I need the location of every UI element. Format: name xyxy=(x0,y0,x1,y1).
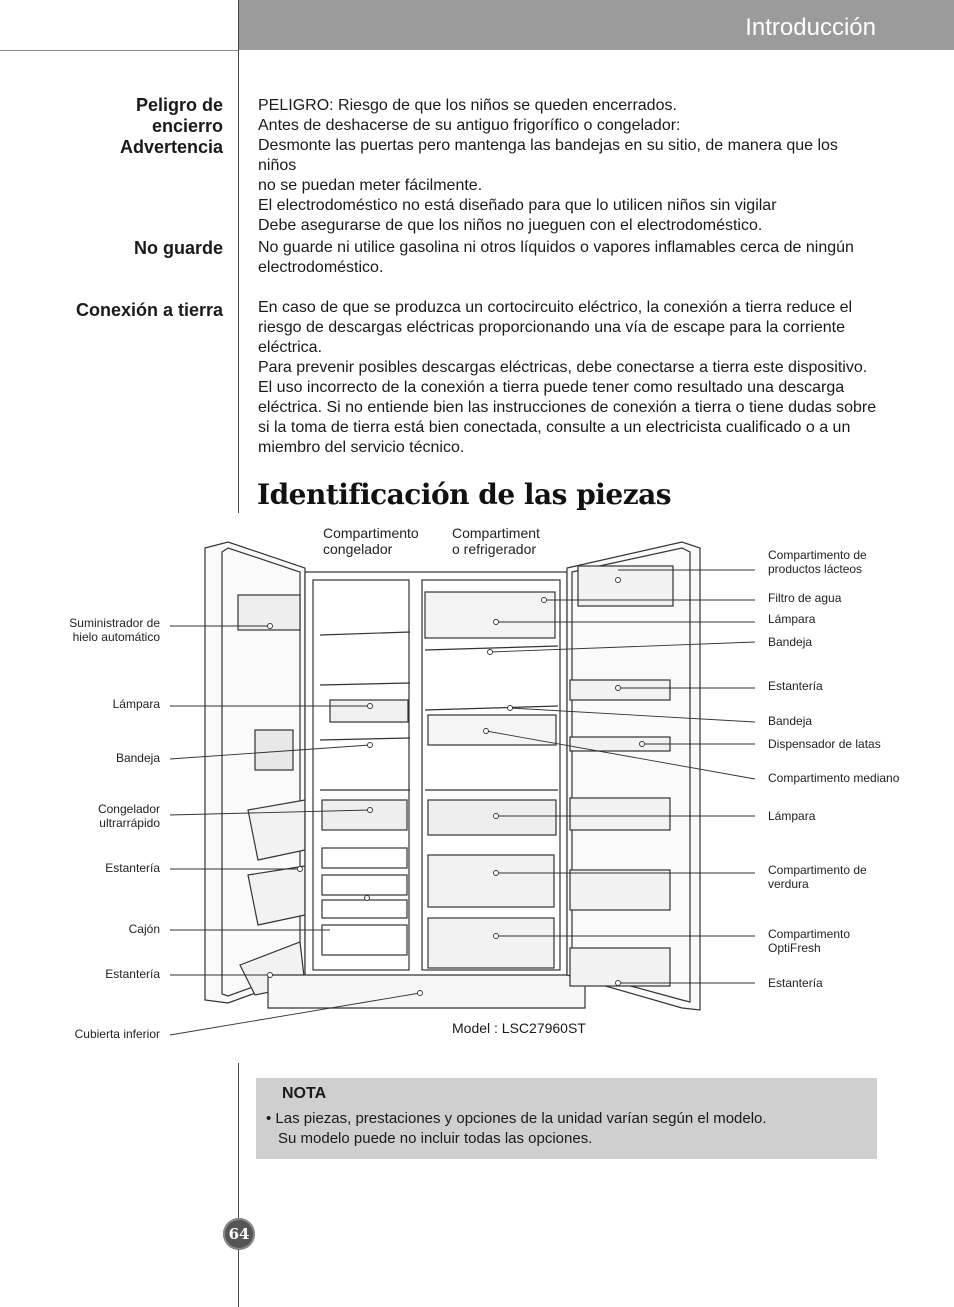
page-number-badge: 64 xyxy=(223,1218,255,1250)
label-lamp-right-2: Lámpara xyxy=(768,809,816,823)
leader-dot-shelf-r1 xyxy=(616,686,621,691)
leader-dot-optifresh xyxy=(494,934,499,939)
label-tray-left: Bandeja xyxy=(115,751,160,765)
label-water-filter: Filtro de agua xyxy=(768,591,842,605)
leader-dot-lamp-r1 xyxy=(494,620,499,625)
model-label: Model : LSC27960ST xyxy=(452,1020,586,1036)
leader-dot-mid xyxy=(484,729,489,734)
fridge-illustration xyxy=(205,542,700,1010)
label-tray-right-1: Bandeja xyxy=(768,635,813,649)
label-shelf-left-1: Estantería xyxy=(105,861,160,875)
leader-dot-shelf-r2 xyxy=(616,981,621,986)
label-fridge-compartment: Compartiment o refrigerador xyxy=(452,525,540,557)
label-lamp-right-1: Lámpara xyxy=(768,612,816,626)
label-vegetable: Compartimento de verdura xyxy=(768,863,867,891)
label-freezer-compartment: Compartimento congelador xyxy=(323,525,419,557)
leader-dot-tray-r1 xyxy=(488,650,493,655)
leader-dot-lamp-l xyxy=(368,704,373,709)
heading-peligro: Peligro de encierro Advertencia xyxy=(119,95,223,157)
leader-dot-shelf-l1 xyxy=(298,867,303,872)
label-lamp-left: Lámpara xyxy=(112,697,160,711)
leader-dot-ice xyxy=(268,624,273,629)
label-optifresh: Compartimento OptiFresh xyxy=(768,927,851,955)
leader-dot-veg xyxy=(494,871,499,876)
leader-dot-cover xyxy=(418,991,423,996)
leader-dot-fast-freeze xyxy=(368,808,373,813)
heading-no-guarde: No guarde xyxy=(133,238,223,258)
note-title: NOTA xyxy=(282,1085,327,1102)
label-dairy: Compartimento de productos lácteos xyxy=(768,548,867,576)
label-can-dispenser: Dispensador de latas xyxy=(768,737,881,751)
leader-dot-drawer xyxy=(365,896,370,901)
parts-title: Identificación de las piezas xyxy=(257,478,672,511)
label-fast-freeze: Congelador ultrarrápido xyxy=(97,802,160,830)
leader-dot-shelf-l2 xyxy=(268,973,273,978)
label-shelf-right-1: Estantería xyxy=(768,679,823,693)
leader-dot-tray-l xyxy=(368,743,373,748)
label-shelf-left-2: Estantería xyxy=(105,967,160,981)
label-bottom-cover: Cubierta inferior xyxy=(74,1027,160,1041)
label-drawer: Cajón xyxy=(128,922,160,936)
heading-conexion: Conexión a tierra xyxy=(75,300,223,320)
paragraph-peligro: PELIGRO: Riesgo de que los niños se queden encerrados. Antes de deshacerse de su antiguo frigorífico o congelador: Desmonte las puertas pero mantenga las bandejas en su sitio, de manera que los niños no se puedan meter fácilmente. El electrodoméstico no está diseñado para que lo utilicen niños sin vigilar Debe asegurarse de que los niños no jueguen con el electrodoméstico. xyxy=(258,97,838,234)
page-section-title: Introducción xyxy=(745,14,876,41)
label-shelf-right-2: Estantería xyxy=(768,976,823,990)
leader-dot-lamp-r2 xyxy=(494,814,499,819)
label-ice-maker: Suministrador de hielo automático xyxy=(69,616,160,644)
paragraph-no-guarde: No guarde ni utilice gasolina ni otros líquidos o vapores inflamables cerca de ningún electrodoméstico. xyxy=(258,239,854,276)
note-line-2: Su modelo puede no incluir todas las opciones. xyxy=(278,1130,593,1147)
leader-dot-filter xyxy=(542,598,547,603)
label-tray-right-2: Bandeja xyxy=(768,714,813,728)
leader-dot-cans xyxy=(640,742,645,747)
paragraph-conexion: En caso de que se produzca un cortocircuito eléctrico, la conexión a tierra reduce el riesgo de descargas eléctricas proporcionando una vía de escape para la corriente eléctrica. Para prevenir posibles descargas eléctricas, debe conectarse a tierra este dispositivo. El uso incorrecto de la conexión a tierra puede tener como resultado una descarga eléctrica. Si no entiende bien las instrucciones de conexión a tierra o tiene dudas sobre si la toma de tierra está bien conectada, consulte a un electricista cualificado o a un miembro del servicio técnico. xyxy=(258,299,877,456)
leader-dot-dairy xyxy=(616,578,621,583)
note-line-1: • Las piezas, prestaciones y opciones de la unidad varían según el modelo. xyxy=(266,1110,767,1127)
label-mid-compartment: Compartimento mediano xyxy=(768,771,900,785)
leader-dot-tray-r2 xyxy=(508,706,513,711)
